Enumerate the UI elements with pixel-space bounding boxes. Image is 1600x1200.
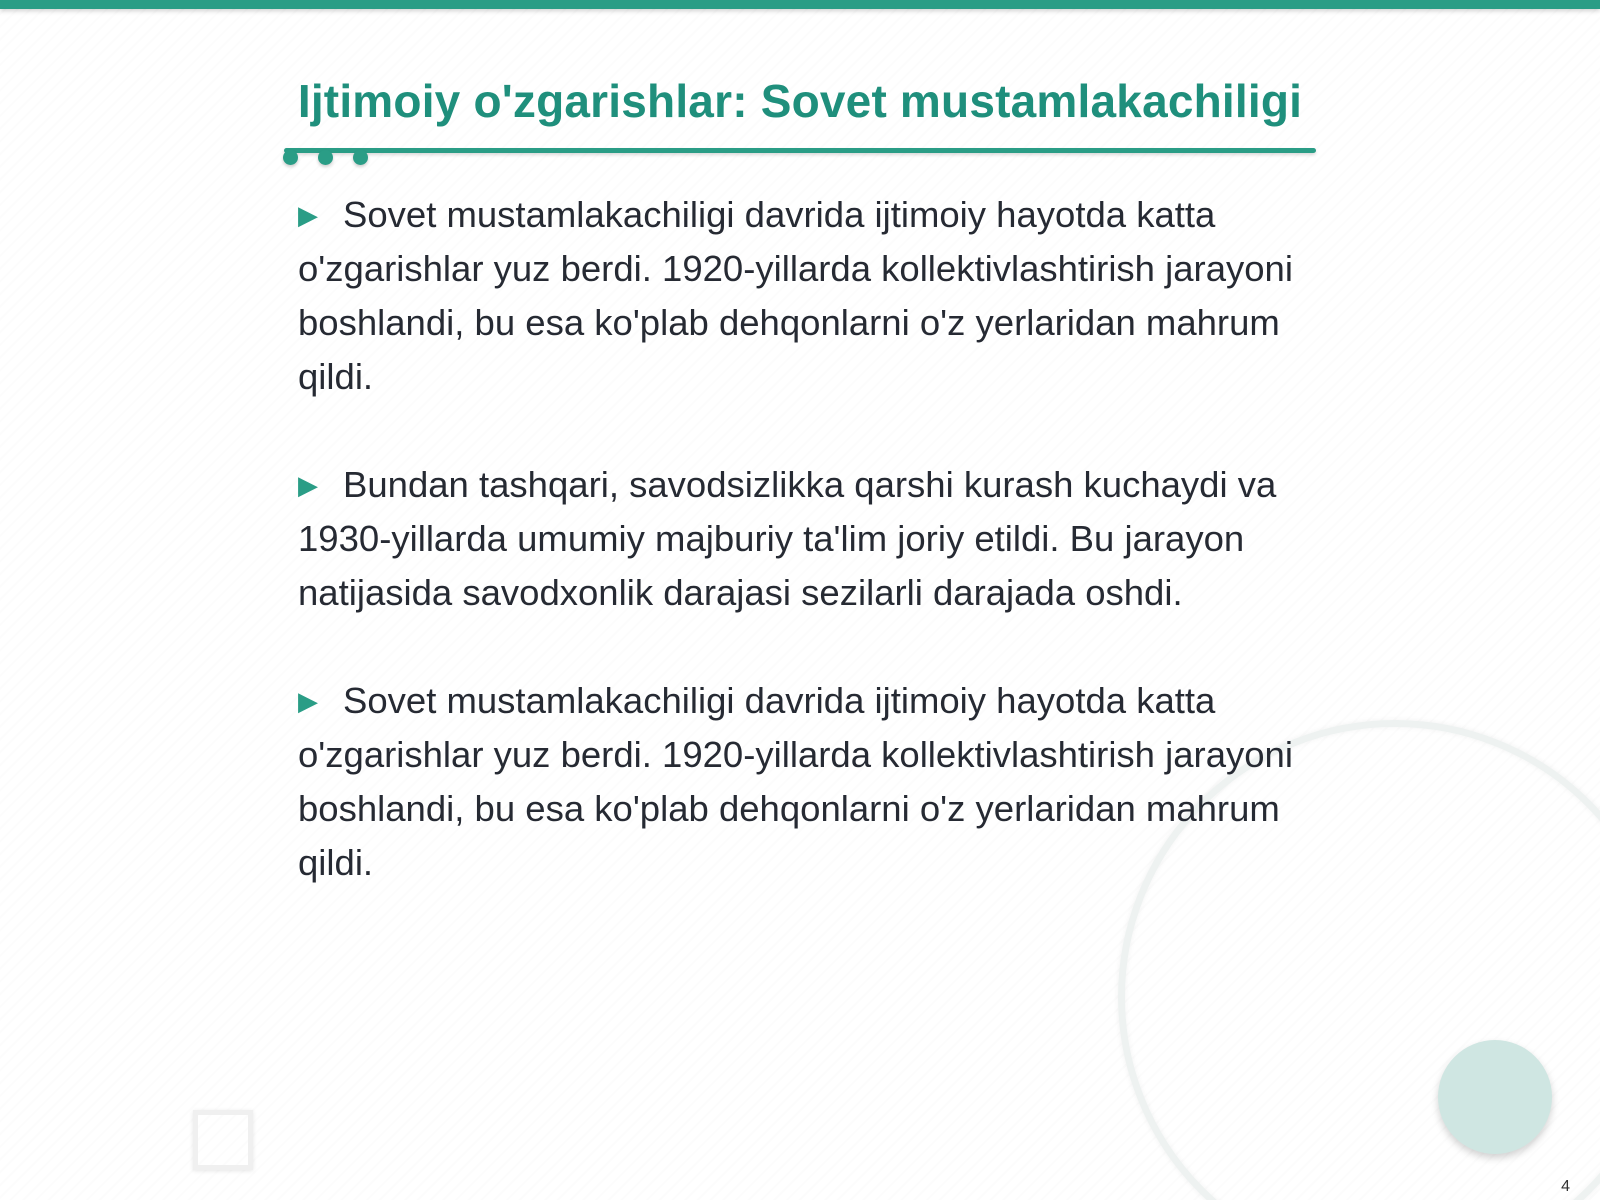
triangle-bullet-icon: ▶ <box>298 200 318 230</box>
page-number: 4 <box>1561 1178 1570 1195</box>
decorative-dot <box>353 150 368 165</box>
bullet-text: Sovet mustamlakachiligi davrida ijtimoiy hayotda katta o'zgarishlar yuz berdi. 1920-yillarda kollektivlashtirish jarayoni boshlandi, bu esa ko'plab dehqonlarni o'z yerlaridan mahrum qildi. <box>298 680 1293 883</box>
slide-title: Ijtimoiy o'zgarishlar: Sovet mustamlakachiligi <box>297 75 1303 127</box>
decorative-square <box>193 1110 253 1170</box>
title-underline <box>284 148 1316 153</box>
bullet-item <box>298 188 1318 404</box>
top-accent-bar <box>0 0 1600 9</box>
decorative-dot <box>318 150 333 165</box>
bullet-list <box>298 188 1318 944</box>
decorative-circle <box>1438 1040 1552 1154</box>
bullet-text: Sovet mustamlakachiligi davrida ijtimoiy hayotda katta o'zgarishlar yuz berdi. 1920-yillarda kollektivlashtirish jarayoni boshlandi, bu esa ko'plab dehqonlarni o'z yerlaridan mahrum qildi. <box>298 194 1293 397</box>
triangle-bullet-icon: ▶ <box>298 686 318 716</box>
decorative-dot <box>283 150 298 165</box>
bullet-item <box>298 674 1318 890</box>
bullet-text: Bundan tashqari, savodsizlikka qarshi kurash kuchaydi va 1930-yillarda umumiy majburiy ta'lim joriy etildi. Bu jarayon natijasida savodxonlik darajasi sezilarli darajada oshdi. <box>298 464 1277 613</box>
triangle-bullet-icon: ▶ <box>298 470 318 500</box>
bullet-item <box>298 458 1318 620</box>
